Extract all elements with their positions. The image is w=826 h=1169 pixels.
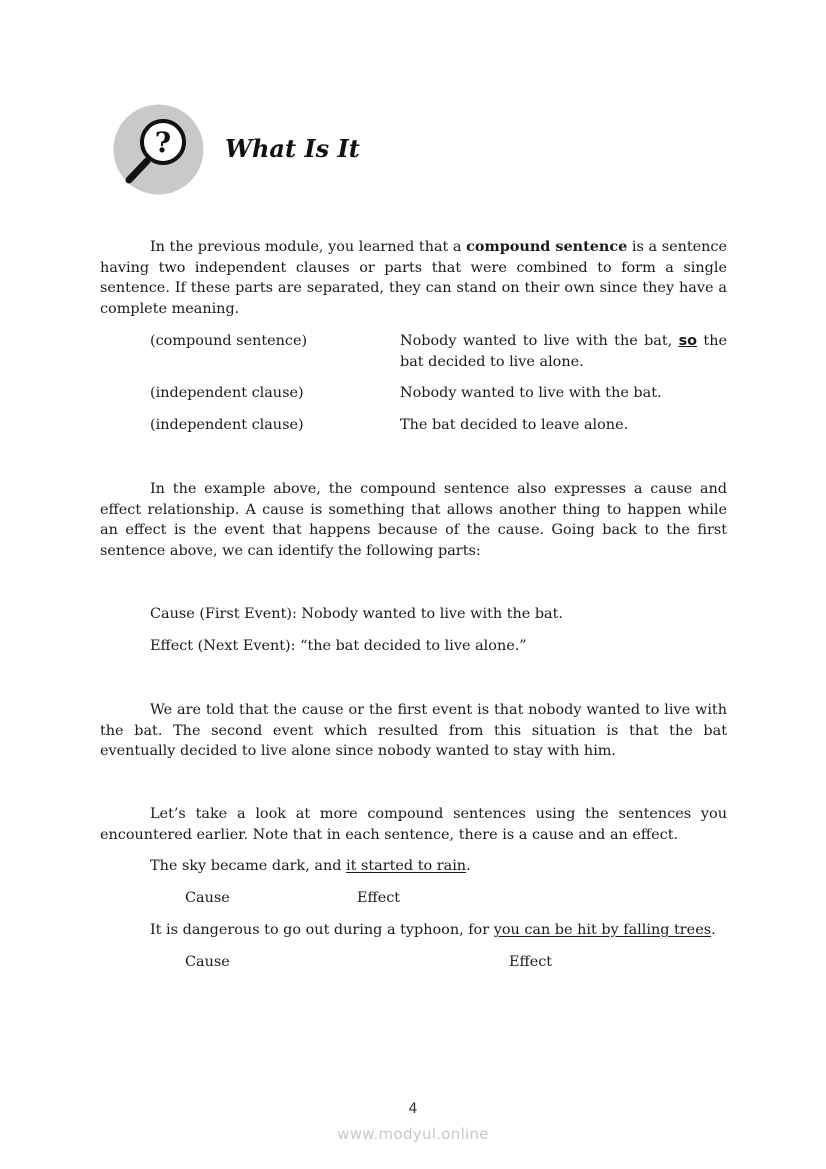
effect-label: Effect	[509, 954, 553, 970]
svg-text:?: ?	[154, 126, 172, 159]
underlined-effect: you can be hit by falling trees	[493, 922, 712, 938]
example-text-rest: the bat decided to live alone.	[400, 333, 727, 370]
intro-paragraph	[100, 237, 727, 319]
sentence-text: The sky became dark, and	[150, 858, 347, 874]
conjunction: so	[678, 333, 698, 349]
example-label: (independent clause)	[150, 385, 304, 401]
watermark: www.modyul.online	[337, 1125, 489, 1143]
intro-text-rest: is a sentence having two independent clauses or parts that were combined to form a single sentence. If these parts are separated, they can stand on their own since they have a complete meaning.	[100, 239, 728, 317]
paragraph-more-examples: Let’s take a look at more compound sentences using the sentences you encountered earlier. Note that in each sentence, there is a cause and an effect.	[100, 806, 727, 843]
effect-line: Effect (Next Event): “the bat decided to live alone.”	[150, 638, 527, 654]
sentence-end: .	[711, 922, 716, 938]
example-label: (compound sentence)	[150, 333, 308, 349]
example-sentence-2	[150, 920, 716, 941]
cause-label: Cause	[185, 890, 230, 906]
sentence-end: .	[466, 858, 471, 874]
paragraph-cause-effect: In the example above, the compound sentence also expresses a cause and effect relationship. A cause is something that allows another thing to happen while an effect is the event that happens because of the cause. Going back to the first sentence above, we can identify the following parts:	[100, 481, 727, 559]
intro-text: In the previous module, you learned that a	[150, 239, 467, 255]
example-sentence-1	[150, 856, 471, 877]
paragraph-explanation: We are told that the cause or the first event is that nobody wanted to live with the bat. The second event which resulted from this situation is that the bat eventually decided to live alone since nobody wanted to stay with him.	[100, 702, 727, 760]
magnifier-question-icon	[113, 104, 204, 195]
example-sentence: The bat decided to leave alone.	[400, 417, 629, 433]
example-label: (independent clause)	[150, 417, 304, 433]
section-title: What Is It	[225, 134, 360, 163]
sentence-text: It is dangerous to go out during a typhoon, for	[150, 922, 494, 938]
cause-label: Cause	[185, 954, 230, 970]
underlined-effect: it started to rain	[346, 858, 467, 874]
example-sentence: Nobody wanted to live with the bat.	[400, 385, 662, 401]
intro-bold-term: compound sentence	[466, 238, 628, 255]
effect-label: Effect	[357, 890, 401, 906]
page-number: 4	[408, 1101, 418, 1117]
example-sentence	[400, 331, 727, 372]
cause-line: Cause (First Event): Nobody wanted to live with the bat.	[150, 606, 563, 622]
example-text: Nobody wanted to live with the bat,	[400, 333, 679, 349]
